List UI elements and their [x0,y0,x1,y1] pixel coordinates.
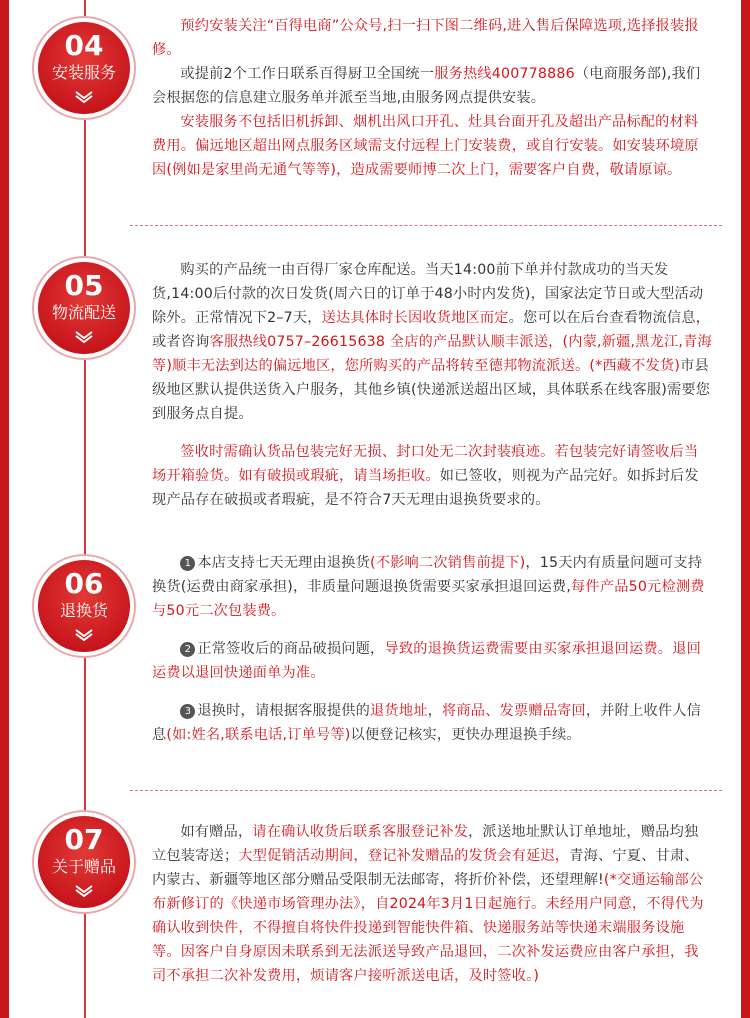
badge-number: 07 [64,823,104,856]
left-red-border [0,0,9,1018]
text-run: 正常签收后的商品破损问题， [197,641,385,657]
badge-label: 安装服务 [51,63,116,82]
paragraph [152,14,712,62]
number-marker: 1 [180,556,195,571]
badge-04 [38,22,130,114]
highlight-text: 退货地址 [370,703,428,719]
highlight-text: 将商品、发票赠品寄回 [442,703,586,719]
highlight-text: 安装服务不包括旧机拆卸、烟机出风口开孔、灶具台面开孔及超出产品标配的材料费用。偏远地区超出网点服务区域需支付远程上门安装费，或自行安装。如安装环境原因(例如是家里尚无通气等等)，造成需要师博二次上门，需要客户自费，敬请原谅。 [152,114,699,178]
highlight-text: 签收时需确认货品包装完好无损、封口处无二次封装痕迹。若包装完好请签收后当场开箱验货。如有破损或瑕疵，请当场拒收。 [152,444,699,484]
paragraph [152,551,712,623]
text-run: （电商服务部),我们会根据您的信息建立服务单并派至当地,由服务网点提供安装。 [152,66,701,106]
badge-number: 05 [64,269,104,302]
text-run: 或提前2个工作日联系百得厨卫全国统一 [180,66,435,82]
text-run: 。您可以在后台查看物流信息，或者咨询 [152,310,711,350]
chevron-down-icon [74,330,94,344]
install-service-text [152,14,712,182]
divider [130,790,722,791]
paragraph [152,637,712,685]
highlight-text: 客服热线0757–26615638 全店的产品默认顺丰派送，(内蒙,新疆,黑龙江,青海等)顺丰无法到达的偏远地区，您所购买的产品将转至德邦物流派送。(*西藏不发货) [152,334,712,374]
highlight-text: 每件产品50元检测费与50元二次包装费。 [152,579,705,619]
highlight-text: 预约安装关注“百得电商”公众号,扫一扫下图二维码,进入售后保障选项,选择报装报修。 [152,18,699,58]
text-run: 如已签收，则视为产品完好。如拆封后发现产品存在破损或者瑕疵，是不符合7天无理由退换货要求的。 [152,468,699,508]
number-marker: 3 [180,704,195,719]
paragraph [152,440,712,512]
number-marker: 2 [180,642,195,657]
text-run: ，并附上收件人信息 [152,703,701,743]
paragraph [152,699,712,747]
text-run: ，派送地址默认订单地址，赠品均独立包装寄送； [152,824,699,864]
badge-label: 关于赠品 [51,857,116,876]
logistics-text [152,258,712,512]
highlight-text: (如:姓名,联系电话,订单号等) [166,727,351,743]
highlight-text: 大型促销活动期间，登记补发赠品的发货会有延迟， [238,848,570,864]
badge-label: 退换货 [59,601,108,620]
text-run: 本店支持七天无理由退换货 [197,555,371,571]
text-run: 以便登记核实，更快办理退换手续。 [350,727,581,743]
right-red-border [741,0,750,1018]
text-run: 购买的产品统一由百得厂家仓库配送。当天14:00前下单并付款成功的当天发货,14:00后付款的次日发货(周六日的订单于48小时内发货)，国家法定节日或大型活动除外。正常情况下2–7天， [152,262,704,326]
gift-text [152,820,712,988]
text-run: 市县级地区默认提供送货入户服务，其他乡镇(快递派送超出区域，具体联系在线客服)需要您到服务点自提。 [152,358,711,422]
badge-06 [38,560,130,652]
returns-text [152,551,712,747]
text-run: ， [427,703,442,719]
divider [130,225,722,226]
highlight-text: (不影响二次销售前提下) [370,555,526,571]
text-run: 退换时，请根据客服提供的 [197,703,371,719]
text-run: 如有赠品， [180,824,253,840]
text-run: 青海、宁夏、甘肃、内蒙古、新疆等地区部分赠品受限制无法邮寄，将折价补偿，还望理解! [152,848,699,888]
chevron-down-icon [74,628,94,642]
highlight-text: 请在确认收货后联系客服登记补发 [252,824,469,840]
highlight-text: 服务热线400778886 [434,66,575,82]
highlight-text: (*交通运输部公布新修订的《快递市场管理办法》，自2024年3月1日起施行。未经用户同意，不得代为确认收到快件，不得擅自将快件投递到智能快件箱、快递服务站等快递末端服务设施等。因客户自身原因未联系到无法派送导致产品退回，二次补发运费应由客户承担，我司不承担二次补发费用，烦请客户接听派送电话，及时签收。) [152,872,704,984]
highlight-text: 送达具体时长因收货地区而定 [321,310,509,326]
paragraph [152,820,712,988]
text-run: ，15天内有质量问题可支持换货(运费由商家承担)，非质量问题退换货需要买家承担退回运费, [152,555,703,595]
badge-07 [38,816,130,908]
paragraph [152,110,712,182]
paragraph [152,62,712,110]
badge-number: 06 [64,567,104,600]
badge-number: 04 [64,29,104,62]
paragraph [152,258,712,426]
badge-label: 物流配送 [51,303,116,322]
highlight-text: 导致的退换货运费需要由买家承担退回运费。退回运费以退回快递面单为准。 [152,641,701,681]
chevron-down-icon [74,884,94,898]
chevron-down-icon [74,90,94,104]
badge-05 [38,262,130,354]
